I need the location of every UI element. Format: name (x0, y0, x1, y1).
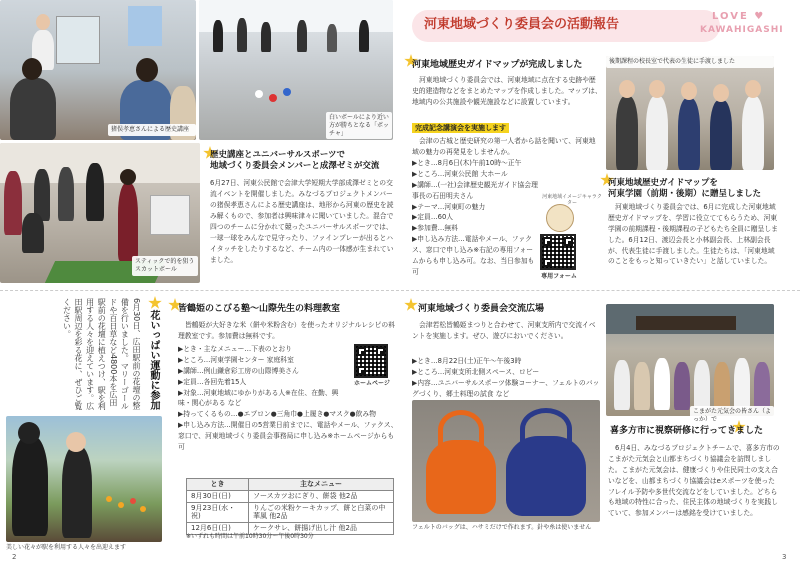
exchange-section-title: 河東地域づくり委員会交流広場 (418, 304, 545, 314)
present-title-line1: 河東地域歴史ガイドマップを (608, 178, 718, 188)
table-row (187, 490, 394, 502)
map-section-title: 河東地域歴史ガイドマップが完成しました (412, 60, 583, 70)
exchange-when: ▶とき…8月22日(土)正午〜午後3時 (412, 357, 522, 365)
detail-theme: ▶テーマ…河東町の魅力 (412, 202, 486, 211)
table-cell-menu: りんごの米粉ケーキカップ、餅と白菜の中華風 他2品 (249, 502, 394, 523)
flower-section-body: 6月30日、広田駅前の花壇の整備を行いました。マリーゴールドや百日草など4800本を広田駅前の花壇に植えつけ、駅を利用する人々を迎えています。広田駅周辺を彩る花に、ぜひご覧ください。 (62, 298, 141, 410)
table-cell-date: 12月6日(日) (187, 523, 249, 535)
header-title: 河東地域づくり委員会の活動報告 (424, 17, 620, 32)
poster-board (56, 16, 100, 64)
map-section-body: 河東地域づくり委員会では、河東地域に点在する史跡や歴史的建造物などをまとめたマップを作成しました。マップは、地域内の公共施設や観光施設などに設置しています。 (412, 76, 602, 106)
star-icon (148, 296, 162, 310)
page-number-right: 3 (782, 553, 787, 561)
photo-history-lecture (0, 0, 196, 140)
cooking-schedule-table (186, 478, 394, 535)
photo-flower-planting (6, 416, 162, 542)
table-cell-menu: ソースカツおにぎり、餅袋 他2品 (249, 490, 394, 502)
history-title-line2: 地域づくり委員会メンバーと成澤ゼミが交流 (210, 160, 380, 171)
photo-caption-scatball: スティックで的を狙うスカットボール (132, 256, 198, 276)
exchange-details (412, 356, 602, 400)
header-kawahigashi: KAWAHIGASHI (700, 25, 784, 35)
horizontal-divider (0, 290, 800, 291)
header-love: LOVE ♥ (712, 11, 766, 22)
table-header-when: とき (187, 479, 249, 491)
cooking-section-body: 皆鶴姫が大好きな米（餅や米粉含む）を使ったオリジナルレシピの料理教室です。参加費は無料です。 (178, 321, 396, 340)
exchange-content: ▶内容…ユニバーサルスポーツ体験コーナー、フェルトのバッグづくり、郷土料理の試食 など (412, 378, 600, 398)
cook-target: ▶対象…河東地域にゆかりがある人※在住、在勤、興味・関心がある など (178, 388, 339, 408)
mascot-icon (546, 204, 574, 232)
star-icon (404, 298, 418, 312)
qr-top-caption: 河東地域イメージキャラクター (542, 194, 602, 206)
photo-caption-boccia: 白いボールにより近い方が勝ちとなる「ボッチャ」 (326, 112, 392, 139)
cooking-table-note: ※いずれも時間は午前10時30分〜午後0時30分 (186, 533, 314, 540)
map-event-details (412, 158, 538, 278)
cook-lecturer: ▶講師…例山鎌倉彩工房の山際博美さん (178, 366, 299, 375)
photo-caption-flower: 美しい花々が駅を利用する人々を出迎えます (6, 544, 127, 551)
table-cell-date: 8月30日(日) (187, 490, 249, 502)
table-cell-menu: ケークサレ、餅揚げ出し汁 他2品 (249, 523, 394, 535)
table-header-row (187, 479, 394, 491)
cook-bring: ▶持ってくるもの…●エプロン●三角巾●上履き●マスク●飲み物 (178, 410, 377, 419)
qr-homepage-label: ホームページ (354, 380, 390, 387)
photo-komagata-visit (606, 304, 774, 416)
map-event-intro: 会津の古城と歴史研究の第一人者から話を聞いて、河東地域の魅力の再発見をしませんか。 (412, 137, 596, 156)
detail-when: ▶とき…8月6日(木)午前10時〜正午 (412, 159, 522, 167)
present-section-body: 河東地域づくり委員会では、6月に完成した河東地域歴史ガイドマップを、学習に役立ててもらうため、河東学園の前期課程・後期課程の子どもたち全員に贈呈しました。6月12日、渡辺会長と小林副会長、上林副会長が、代表生徒に手渡しました。生徒たちは、「河東地域のことをもっと知っていきたい」と話していました。 (608, 203, 778, 266)
photo-map-presentation (606, 56, 774, 170)
history-title-line1: 歴史講座とユニバーサルスポーツで (210, 150, 345, 160)
table-cell-date: 9月23日(水・祝) (187, 502, 249, 523)
detail-apply: ▶申し込み方法…電話やメール、ファクス、窓口で申し込み※右記の専用フォームからも申し込み可。なお、当日参加も可 (412, 235, 535, 276)
history-section-body: 6月27日、河東公民館で会津大学短期大学部成澤ゼミとの交流イベントを開催しました。みなづるプロジェクトメンバーの猪俣孝恵さんによる歴史講座は、地形から河東の歴史を読み解くもので、参加者は興味津々に聞いていました。混合で四つのチームに分かれて競ったユニバーサルスポーツでは、一球一球をみんなで見守ったり、ファインプレーが出るとハイタッチをしたりするなど、チーム内の一体感が生まれていました。 (210, 179, 394, 264)
table-header-menu: 主なメニュー (249, 479, 394, 491)
visit-section-title: 喜多方市に視察研修に行ってきました (610, 426, 764, 436)
detail-capacity: ▶定員…60人 (412, 213, 454, 222)
cooking-section-title: 皆鶴姫のこびる塾〜山際先生の料理教室 (178, 304, 341, 314)
present-section-title (608, 178, 782, 199)
qr-form-label: 専用フォーム (541, 273, 577, 280)
detail-lecturer: ▶講師…(一社)会津歴史観光ガイド協会理事長の石田明夫さん (412, 180, 538, 200)
photo-caption-history: 猪俣孝恵さんによる歴史講座 (108, 124, 196, 136)
page-number-left: 2 (12, 553, 17, 561)
cook-where: ▶ところ…河東学園センター 家庭科室 (178, 355, 294, 364)
banner (128, 6, 162, 46)
present-title-line2: 河東学園（前期・後期）に贈呈しました (608, 188, 762, 199)
event-tag-label: 完成記念講演会を実施します (412, 123, 509, 133)
cook-capacity: ▶定員…各回先着15人 (178, 377, 247, 386)
photo-caption-felt: フェルトのバッグは、ハサミだけで作れます。針や糸は使いません (412, 524, 592, 531)
visit-section-body: 6月4日、みなづるプロジェクトチームで、喜多方市のこまがた元気会と山都まちづくり協議会を訪問しました。こまがた元気会は、健康づくりや住民同士の支え合いなどを、山都まちづくり協議会はeスポーツを使ったフレイル予防や多世代交流などをしていました。どちらも地域の特性に合った、住民主体の地域づくりを実践していて、参加メンバーは感銘を受けていました。 (608, 444, 780, 518)
exchange-where: ▶ところ…河東支所北側スペース、ロビー (412, 367, 540, 376)
detail-where: ▶ところ…河東公民館 大ホール (412, 169, 508, 178)
photo-felt-bags (412, 400, 600, 522)
map-event-tag (412, 123, 509, 133)
qr-code-form[interactable] (540, 234, 576, 270)
table-row (187, 502, 394, 523)
cook-apply: ▶申し込み方法…開催日の5営業日前までに、電話やメール、ファクス、窓口で、河東地域づくり委員会事務局に申し込み※ホームページからも可 (178, 421, 398, 451)
history-section-title (210, 150, 400, 171)
cook-when: ▶とき・主なメニュー…下表のとおり (178, 345, 292, 353)
flower-section-title: 花いっぱい運動に参加 (148, 310, 159, 410)
detail-fee: ▶参加費…無料 (412, 224, 459, 233)
photo-caption-komagata: こまがた元気会の皆さん（よっか）で (690, 406, 774, 426)
photo-caption-presentation: 後期課程の校長室で代表の生徒に手渡しました (606, 56, 774, 68)
exchange-section-body: 会津若松皆鶴姫まつりと合わせて、河東支所内で交流イベントを実施します。ぜひ、遊びにおいでください。 (412, 321, 596, 340)
qr-code-homepage[interactable] (354, 344, 388, 378)
